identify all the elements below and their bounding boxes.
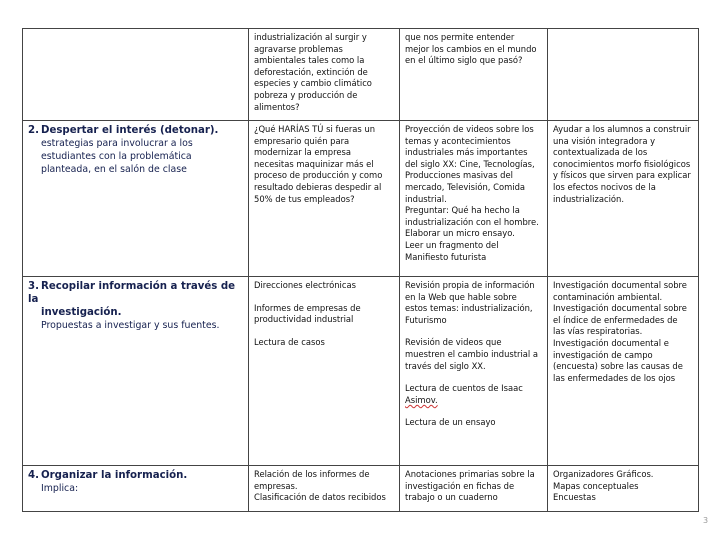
- activities-table: [22, 28, 699, 512]
- cell-line: Investigación documental e: [553, 337, 669, 348]
- cell-line: ¿Qué HARÍAS TÚ si fueras un: [254, 124, 376, 134]
- cell-line: Revisión de videos que: [405, 337, 502, 348]
- cell-line: ambientales tales como la: [254, 55, 365, 66]
- cell-line: en el último siglo que pasó?: [405, 55, 523, 66]
- stage-title: [28, 124, 244, 137]
- cell-line: conocimientos morfo fisiológicos: [553, 158, 691, 169]
- cell-line: en la Web que hable sobre: [405, 291, 517, 302]
- cell-line: Investigación documental sobre: [553, 280, 687, 290]
- purpose-cell: [548, 277, 699, 466]
- page-mark: 3: [703, 516, 709, 525]
- cell-line: modernizar la empresa: [254, 147, 351, 158]
- cell-line: empresas.: [254, 480, 298, 491]
- purpose-cell: [548, 466, 699, 512]
- cell-line: que nos permite entender: [405, 32, 515, 42]
- cell-line: Organizadores Gráficos.: [553, 469, 654, 479]
- table-row: [23, 121, 699, 277]
- stage-desc-line: estrategias para involucrar a los: [41, 138, 193, 149]
- stage-desc-line: Propuestas a investigar y sus fuentes.: [41, 320, 220, 331]
- cell-line: Lectura de cuentos de Isaac: [405, 383, 523, 394]
- cell-line: Revisión propia de información: [405, 280, 535, 290]
- cell-line: mercado, Televisión, Comida: [405, 181, 526, 192]
- cell-line: investigación en fichas de: [405, 480, 515, 491]
- stage-number: 4.: [28, 470, 39, 481]
- resource-cell: [400, 277, 548, 466]
- cell-line: deforestación, extinción de: [254, 66, 368, 77]
- cell-line: Clasificación de datos recibidos: [254, 492, 386, 503]
- stage-title-text: investigación.: [41, 307, 122, 318]
- cell-line: Informes de empresas de: [254, 302, 361, 313]
- cell-line: las enfermedades de los ojos: [553, 372, 676, 383]
- cell-line: Relación de los informes de: [254, 469, 370, 479]
- cell-line: Proyección de videos sobre los: [405, 124, 534, 134]
- cell-line: través del siglo XX.: [405, 360, 486, 371]
- stage-title-text: Organizar la información.: [41, 470, 188, 481]
- cell-line: (encuesta) sobre las causas de: [553, 361, 683, 372]
- cell-line: proceso de producción y como: [254, 170, 383, 181]
- stage-title-text: Recopilar información a través de la: [28, 281, 236, 305]
- cell-line: industrialización.: [553, 193, 625, 204]
- stage-cell: [23, 277, 249, 466]
- cell-line: investigación de campo: [553, 349, 653, 360]
- resource-cell: [400, 466, 548, 512]
- cell-line: empresario quién para: [254, 135, 350, 146]
- resource-cell: [400, 121, 548, 277]
- stage-desc-line: estudiantes con la problemática: [41, 151, 192, 162]
- stage-number: 3.: [28, 281, 39, 292]
- cell-line: Mapas conceptuales: [553, 480, 639, 491]
- stage-description: [28, 137, 244, 176]
- cell-line: Anotaciones primarias sobre la: [405, 469, 535, 479]
- cell-line: temas y acontecimientos: [405, 135, 511, 146]
- cell-line: Futurismo: [405, 314, 447, 325]
- cell-line: pobreza y producción de: [254, 89, 358, 100]
- cell-line: industrialización con el hombre.: [405, 216, 539, 227]
- cell-line: contaminación ambiental.: [553, 291, 663, 302]
- cell-line: Preguntar: Qué ha hecho la: [405, 205, 520, 216]
- cell-line: los efectos nocivos de la: [553, 181, 656, 192]
- stage-cell: [23, 466, 249, 512]
- stage-desc-line: Implica:: [41, 483, 79, 494]
- activity-cell: [249, 121, 400, 277]
- table-row: [23, 29, 699, 121]
- cell-line: alimentos?: [254, 101, 300, 112]
- cell-line: las vías respiratorias.: [553, 326, 643, 337]
- table-row: [23, 277, 699, 466]
- stage-description: [28, 319, 244, 332]
- cell-line: una visión integradora y: [553, 135, 656, 146]
- cell-line: Asimov.: [405, 394, 438, 405]
- cell-line: mejor los cambios en el mundo: [405, 43, 537, 54]
- activity-cell: [249, 29, 400, 121]
- stage-cell: [23, 29, 249, 121]
- purpose-cell: [548, 29, 699, 121]
- cell-line: del siglo XX: Cine, Tecnologías,: [405, 158, 535, 169]
- resource-cell: [400, 29, 548, 121]
- activity-cell: [249, 466, 400, 512]
- table-row: [23, 466, 699, 512]
- stage-cell: [23, 121, 249, 277]
- cell-line: especies y cambio climático: [254, 78, 372, 89]
- cell-line: Lectura de un ensayo: [405, 417, 496, 428]
- stage-desc-line: planteada, en el salón de clase: [41, 164, 187, 175]
- cell-line: Direcciones electrónicas: [254, 280, 356, 290]
- stage-title-text: Despertar el interés (detonar).: [41, 125, 219, 136]
- stage-title: [28, 280, 244, 306]
- activity-cell: [249, 277, 400, 466]
- cell-line: industrial.: [405, 193, 447, 204]
- cell-line: Investigación documental sobre: [553, 303, 687, 314]
- cell-line: industrialización al surgir y: [254, 32, 367, 42]
- cell-line: Encuestas: [553, 492, 596, 503]
- cell-line: trabajo o un cuaderno: [405, 492, 498, 503]
- stage-number: 2.: [28, 125, 39, 136]
- cell-line: y físicos que sirven para explicar: [553, 170, 691, 181]
- cell-line: Elaborar un micro ensayo.: [405, 228, 515, 239]
- purpose-cell: [548, 121, 699, 277]
- cell-line: agravarse problemas: [254, 43, 343, 54]
- cell-line: muestren el cambio industrial a: [405, 348, 539, 359]
- cell-line: el índice de enfermedades de: [553, 314, 678, 325]
- cell-line: industriales más importantes: [405, 147, 528, 158]
- stage-description: [28, 482, 244, 495]
- cell-line: 50% de tus empleados?: [254, 193, 355, 204]
- cell-line: Ayudar a los alumnos a construir: [553, 124, 691, 134]
- cell-line: necesitas maquinizar más el: [254, 158, 374, 169]
- cell-line: contextualizada de los: [553, 147, 648, 158]
- cell-line: productividad industrial: [254, 314, 354, 325]
- cell-line: estos temas: industrialización,: [405, 303, 533, 314]
- cell-line: resultado debieras despedir al: [254, 181, 382, 192]
- stage-title-continued: [28, 306, 244, 319]
- stage-title: [28, 469, 244, 482]
- cell-line: Leer un fragmento del: [405, 239, 499, 250]
- cell-line: Producciones masivas del: [405, 170, 513, 181]
- cell-line: Lectura de casos: [254, 336, 325, 347]
- cell-line: Manifiesto futurista: [405, 251, 487, 262]
